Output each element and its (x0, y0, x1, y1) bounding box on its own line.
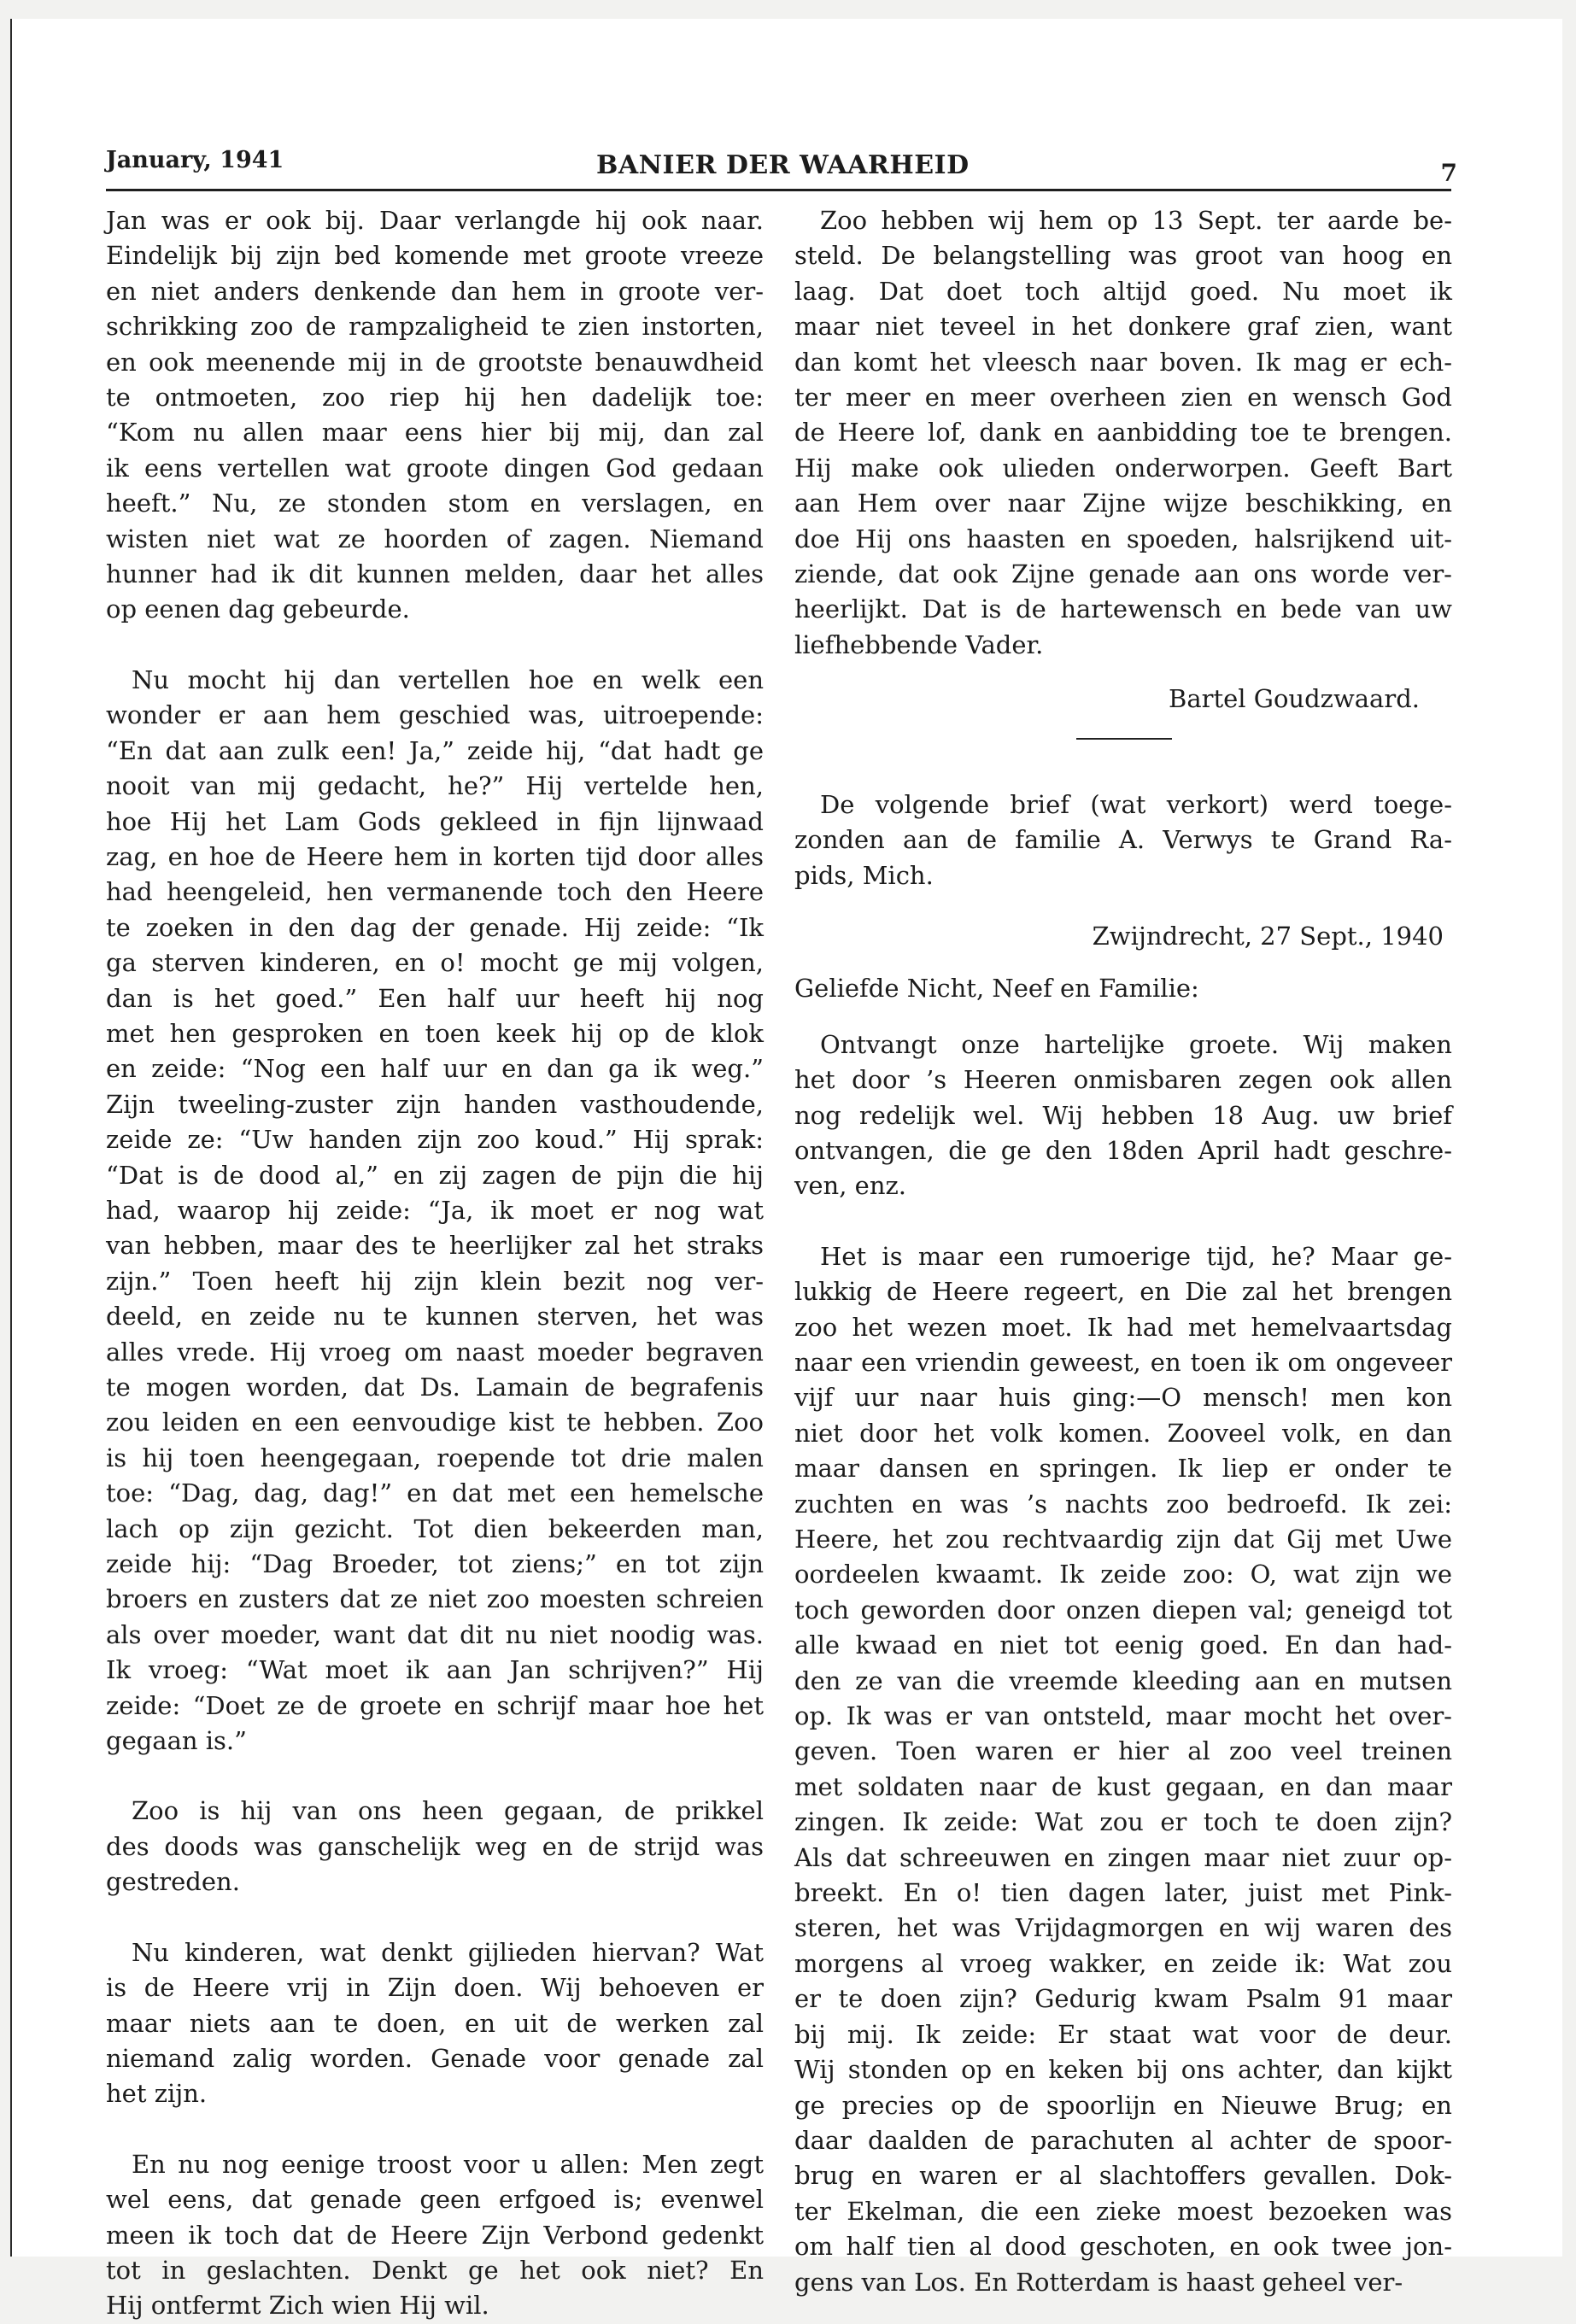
text-line: met hen gesproken en toen keek hij op de klok (106, 1018, 764, 1048)
text-line: de Heere lof, dank en aanbidding toe te brengen. (794, 418, 1452, 448)
text-line: niet door het volk komen. Zooveel volk, en dan (794, 1418, 1452, 1448)
text-line: broers en zusters dat ze niet zoo moesten schreien (106, 1584, 764, 1614)
text-line: had heengeleid, hen vermanende toch den Heere (106, 877, 764, 907)
text-line: met soldaten naar de kust gegaan, en dan maar (794, 1771, 1452, 1801)
text-line: Zoo is hij van ons heen gegaan, de prikkel (132, 1796, 764, 1826)
signature: Bartel Goudzwaard. (1169, 684, 1420, 714)
text-line: zeide: “Doet ze de groete en schrijf maar hoe het (106, 1690, 764, 1720)
separator-dash (1076, 738, 1172, 740)
text-line: alles vrede. Hij vroeg om naast moeder begraven (106, 1337, 764, 1367)
text-line: steld. De belangstelling was groot van hoog en (794, 241, 1452, 271)
text-line: wisten niet wat ze hoorden of zagen. Niemand (106, 524, 764, 553)
text-line: ter meer en meer overheen zien en wensch God (794, 383, 1452, 413)
text-line: den ze van die vreemde kleeding aan en mutsen (794, 1665, 1452, 1695)
paragraph (794, 1239, 1452, 2300)
text-line: Het is maar een rumoerige tijd, he? Maar ge- (820, 1241, 1452, 1271)
text-line: liefhebbende Vader. (794, 629, 1044, 659)
text-line: ik eens vertellen wat groote dingen God gedaan (106, 453, 764, 483)
issue-date: January, 1941 (106, 147, 284, 173)
text-line: naar een vriendin geweest, en toen ik om ongeveer (794, 1347, 1452, 1377)
text-line: Zoo hebben wij hem op 13 Sept. ter aarde be- (820, 206, 1452, 235)
text-line: bij mij. Ik zeide: Er staat wat voor de deur. (794, 2019, 1452, 2049)
text-line: alle kwaad en niet tot eenig goed. En dan had- (794, 1630, 1452, 1660)
text-line: lach op zijn gezicht. Tot dien bekeerden man, (106, 1513, 764, 1543)
text-line: om half tien al dood geschoten, en ook twee jon- (794, 2232, 1452, 2262)
text-line: Zijn tweeling-zuster zijn handen vasthoudende, (106, 1089, 764, 1119)
text-line: pids, Mich. (794, 860, 934, 890)
text-line: breekt. En o! tien dagen later, juist met Pink- (794, 1878, 1452, 1908)
text-line: zeide ze: “Uw handen zijn zoo koud.” Hij sprak: (106, 1125, 764, 1155)
text-line: en niet anders denkende dan hem in groote ver- (106, 276, 764, 306)
text-line: op. Ik was er van ontsteld, maar mocht het over- (794, 1701, 1452, 1731)
text-line: Hij ontfermt Zich wien Hij wil. (106, 2291, 489, 2321)
paragraph (106, 663, 764, 1759)
text-line: morgens al vroeg wakker, en zeide ik: Wat zou (794, 1948, 1452, 1978)
header-rule (106, 189, 1451, 191)
text-line: heerlijkt. Dat is de hartewensch en bede van uw (794, 594, 1452, 624)
text-line: oordeelen kwaamt. Ik zeide zoo: O, wat zijn we (794, 1560, 1452, 1589)
letter-dateline: Zwijndrecht, 27 Sept., 1940 (1092, 921, 1444, 951)
text-line: ga sterven kinderen, en o! mocht ge mij volgen, (106, 948, 764, 978)
text-line: wonder er aan hem geschied was, uitroepende: (106, 700, 764, 730)
text-line: nog redelijk wel. Wij hebben 18 Aug. uw brief (794, 1100, 1452, 1130)
right-column (794, 203, 1452, 2300)
text-line: van hebben, maar des te heerlijker zal het straks (106, 1231, 764, 1261)
text-line: brug en waren er al slachtoffers gevallen. Dok- (794, 2161, 1452, 2191)
text-line: Jan was er ook bij. Daar verlangde hij ook naar. (106, 206, 764, 235)
text-line: daar daalden de parachuten al achter de spoor- (794, 2125, 1452, 2155)
text-line: En nu nog eenige troost voor u allen: Men zegt (132, 2149, 764, 2179)
text-line: zoo het wezen moet. Ik had met hemelvaartsdag (794, 1312, 1452, 1342)
running-header (106, 147, 1457, 186)
text-line: als over moeder, want dat dit nu niet noodig was. (106, 1619, 764, 1649)
paragraph (794, 203, 1452, 663)
text-line: en zeide: “Nog een half uur en dan ga ik weg.” (106, 1054, 764, 1084)
text-line: had, waarop hij zeide: “Ja, ik moet er nog wat (106, 1195, 764, 1225)
text-line: zuchten en was ’s nachts zoo bedroefd. Ik zei: (794, 1489, 1452, 1519)
text-line: “Dat is de dood al,” en zij zagen de pijn die hij (106, 1160, 764, 1190)
text-line: aan Hem over naar Zijne wijze beschikking, en (794, 489, 1452, 518)
text-line: des doods was ganschelijk weg en de strijd was (106, 1831, 764, 1861)
text-line: zijn.” Toen heeft hij zijn klein bezit nog ver- (106, 1266, 764, 1296)
text-line: schrikking zoo de rampzaligheid te zien instorten, (106, 312, 764, 342)
text-line: te zoeken in den dag der genade. Hij zeide: “Ik (106, 912, 764, 942)
paragraph (106, 1794, 764, 1900)
text-line: Hij make ook ulieden onderworpen. Geeft Bart (794, 453, 1452, 483)
text-line: vijf uur naar huis ging:—O mensch! men kon (794, 1383, 1452, 1413)
text-line: lukkig de Heere regeert, en Die zal het brengen (794, 1277, 1452, 1307)
text-line: laag. Dat doet toch altijd goed. Nu moet ik (794, 276, 1452, 306)
paragraph (106, 203, 764, 628)
text-line: op eenen dag gebeurde. (106, 594, 410, 624)
text-line: gens van Los. En Rotterdam is haast geheel ver- (794, 2267, 1403, 2297)
text-line: Ik vroeg: “Wat moet ik aan Jan schrijven?” Hij (106, 1655, 764, 1685)
text-line: Heere, het zou rechtvaardig zijn dat Gij met Uwe (794, 1525, 1452, 1554)
text-line: toe: “Dag, dag, dag!” en dat met een hemelsche (106, 1478, 764, 1508)
text-line: Wij stonden op en keken bij ons achter, dan kijkt (794, 2055, 1452, 2085)
text-line: ontvangen, die ge den 18den April hadt geschre- (794, 1135, 1452, 1165)
text-line: hunner had ik dit kunnen melden, daar het alles (106, 559, 764, 589)
text-line: nooit van mij gedacht, he?” Hij vertelde hen, (106, 771, 764, 801)
text-line: “En dat aan zulk een! Ja,” zeide hij, “dat hadt ge (106, 735, 764, 765)
paragraph (794, 787, 1452, 893)
text-line: zingen. Ik zeide: Wat zou er toch te doen zijn? (794, 1807, 1452, 1837)
text-line: te mogen worden, dat Ds. Lamain de begrafenis (106, 1373, 764, 1402)
text-line: tot in geslachten. Denkt ge het ook niet? En (106, 2255, 764, 2285)
letter-salutation: Geliefde Nicht, Neef en Familie: (794, 974, 1199, 1004)
text-line: toch geworden door onzen diepen val; geneigd tot (794, 1595, 1452, 1624)
text-line: “Kom nu allen maar eens hier bij mij, dan zal (106, 418, 764, 448)
text-line: het zijn. (106, 2079, 208, 2109)
text-line: hoe Hij het Lam Gods gekleed in fijn lijnwaad (106, 806, 764, 836)
text-line: maar dansen en springen. Ik liep er onder te (794, 1454, 1452, 1484)
text-line: is hij toen heengegaan, roepende tot drie malen (106, 1443, 764, 1472)
text-line: Als dat schreeuwen en zingen maar niet zuur op- (794, 1842, 1452, 1872)
text-line: geven. Toen waren er hier al zoo veel treinen (794, 1736, 1452, 1766)
text-line: het door ’s Heeren onmisbaren zegen ook allen (794, 1065, 1452, 1095)
paragraph (106, 2147, 764, 2324)
text-line: Eindelijk bij zijn bed komende met groote vreeze (106, 241, 764, 271)
text-line: zonden aan de familie A. Verwys te Grand Ra- (794, 825, 1452, 855)
publication-title: BANIER DER WAARHEID (596, 150, 970, 180)
text-line: Nu mocht hij dan vertellen hoe en welk een (132, 664, 764, 694)
text-line: dan is het goed.” Een half uur heeft hij nog (106, 983, 764, 1013)
text-line: Nu kinderen, wat denkt gijlieden hiervan? Wat (132, 1937, 764, 1967)
text-line: Ontvangt onze hartelijke groete. Wij maken (820, 1029, 1452, 1059)
text-line: ge precies op de spoorlijn en Nieuwe Brug; en (794, 2090, 1452, 2120)
page-number: 7 (1440, 159, 1457, 187)
text-line: maar niet teveel in het donkere graf zien, want (794, 312, 1452, 342)
text-line: ter Ekelman, die een zieke moest bezoeken was (794, 2196, 1452, 2226)
text-line: niemand zalig worden. Genade voor genade zal (106, 2043, 764, 2073)
paragraph (794, 1027, 1452, 1204)
text-line: De volgende brief (wat verkort) werd toege- (820, 789, 1452, 819)
text-line: deeld, en zeide nu te kunnen sterven, het was (106, 1302, 764, 1332)
text-line: doe Hij ons haasten en spoeden, halsrijkend uit- (794, 524, 1452, 553)
text-line: gestreden. (106, 1867, 240, 1897)
left-column (106, 203, 764, 2324)
text-line: ziende, dat ook Zijne genade aan ons worde ver- (794, 559, 1452, 589)
text-line: en ook meenende mij in de grootste benauwdheid (106, 347, 764, 377)
text-line: dan komt het vleesch naar boven. Ik mag er ech- (794, 347, 1452, 377)
text-line: is de Heere vrij in Zijn doen. Wij behoeven er (106, 1973, 764, 2003)
text-line: ven, enz. (794, 1171, 906, 1201)
text-line: zag, en hoe de Heere hem in korten tijd door alles (106, 841, 764, 871)
text-line: er te doen zijn? Gedurig kwam Psalm 91 maar (794, 1984, 1452, 2014)
text-line: meen ik toch dat de Heere Zijn Verbond gedenkt (106, 2220, 764, 2250)
text-line: te ontmoeten, zoo riep hij hen dadelijk toe: (106, 383, 764, 413)
paragraph (106, 1935, 764, 2112)
text-line: wel eens, dat genade geen erfgoed is; evenwel (106, 2185, 764, 2215)
text-line: heeft.” Nu, ze stonden stom en verslagen, en (106, 489, 764, 518)
text-line: zeide hij: “Dag Broeder, tot ziens;” en tot zijn (106, 1549, 764, 1579)
text-line: zou leiden en een eenvoudige kist te hebben. Zoo (106, 1408, 764, 1437)
text-line: steren, het was Vrijdagmorgen en wij waren des (794, 1913, 1452, 1943)
text-line: maar niets aan te doen, en uit de werken zal (106, 2008, 764, 2038)
text-line: gegaan is.” (106, 1726, 247, 1756)
